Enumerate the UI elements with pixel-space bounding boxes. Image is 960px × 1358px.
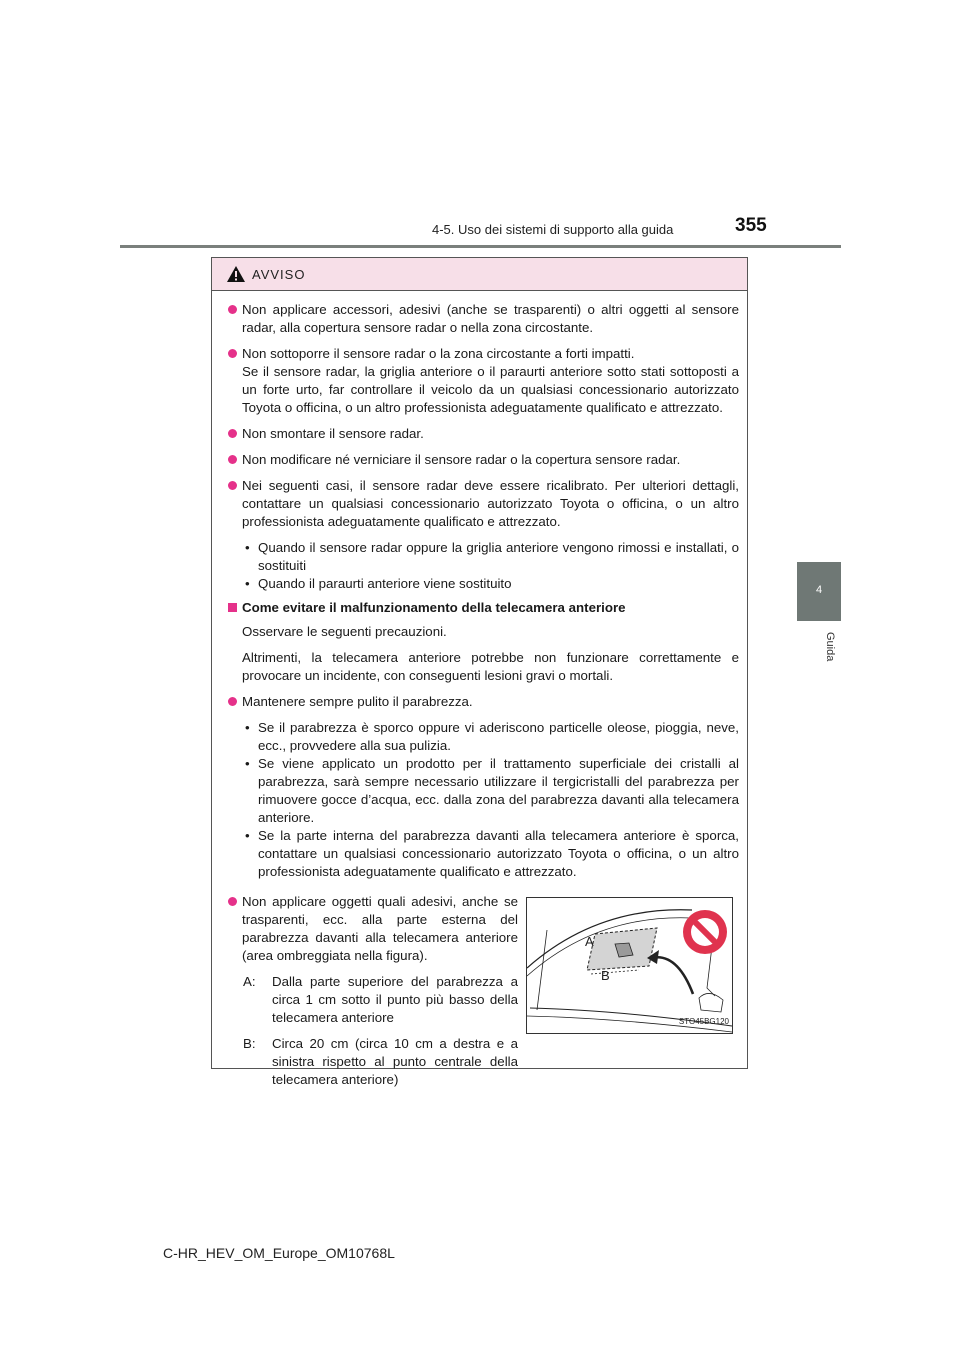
bullet-item [212, 893, 518, 965]
definition-key: A: [243, 974, 256, 989]
bullet-text: Non sottoporre il sensore radar o la zona circostante a forti impatti. Se il sensore radar, la griglia anteriore o il paraurti anteriore sotto stati sottoposti a un forte urto, far controllare il veicolo da un qualsiasi concessionario autorizzato Toyota o officina, o un altro professionista adeguatamente qualificato e attrezzato. [242, 346, 739, 415]
bullet-item [212, 301, 747, 337]
header-rule [120, 245, 841, 248]
list-item-text: Se il parabrezza è sporco oppure vi aderiscono particelle oleose, pioggia, neve, ecc., provvedere alla sua pulizia. [258, 720, 739, 753]
figure-label-b: B [601, 968, 610, 983]
bullet-item [212, 693, 747, 711]
paragraph: Altrimenti, la telecamera anteriore potrebbe non funzionare correttamente e provocare un incidente, con conseguenti lesioni gravi o mortali. [242, 650, 739, 683]
warning-box [211, 257, 748, 1087]
section-title: 4-5. Uso dei sistemi di supporto alla guida [432, 222, 674, 237]
definition-text: Dalla parte superiore del parabrezza a circa 1 cm sotto il punto più basso della telecamera anteriore [272, 974, 518, 1025]
bullet-dot-icon [228, 697, 237, 706]
list-item: • Se la parte interna del parabrezza davanti alla telecamera anteriore è sporca, contattare un qualsiasi concessionario autorizzato Toyota o officina, o un altro professionista adeguatamente qualificato e attrezzato. [245, 828, 739, 879]
warning-header [212, 258, 747, 291]
bullet-text: Non applicare accessori, adesivi (anche se trasparenti) o altri oggetti al sensore radar, alla copertura sensore radar o nella zona circostante. [242, 302, 739, 335]
list-item: • Quando il paraurti anteriore viene sostituito [245, 576, 512, 591]
list-item-text: Se la parte interna del parabrezza davanti alla telecamera anteriore è sporca, contattare un qualsiasi concessionario autorizzato Toyota o officina, o un altro professionista adeguatamente qualificato e attrezzato. [258, 828, 739, 879]
definition-item [212, 973, 518, 1027]
figure-code: STO45BG120 [678, 1017, 729, 1026]
bullet-text: Non applicare oggetti quali adesivi, anche se trasparenti, ecc. alla parte esterna del parabrezza davanti alla telecamera anteriore (area ombreggiata nella figura). [242, 894, 518, 963]
windshield-figure [526, 897, 733, 1034]
bullet-dot-icon [228, 481, 237, 490]
warning-title: AVVISO [252, 266, 306, 282]
warning-triangle-icon [226, 265, 246, 283]
bullet-dot-icon [228, 305, 237, 314]
chapter-tab [797, 562, 841, 621]
list-item: • Se il parabrezza è sporco oppure vi aderiscono particelle oleose, pioggia, neve, ecc., provvedere alla sua pulizia. [245, 720, 739, 753]
page-number: 355 [735, 215, 767, 236]
bullet-item [212, 477, 747, 531]
bullet-dot-icon [228, 429, 237, 438]
bullet-item [212, 425, 747, 443]
figure-row [212, 893, 747, 1093]
bullet-dot-icon [228, 349, 237, 358]
camera-case-list [212, 719, 747, 881]
bullet-text: Nei seguenti casi, il sensore radar deve essere ricalibrato. Per ulteriori dettagli, contattare un qualsiasi concessionario autorizzato Toyota o officina, o un altro professionista adeguatamente qualificato e attrezzato. [242, 478, 739, 529]
bullet-text: Non modificare né verniciare il sensore radar o la copertura sensore radar. [242, 452, 681, 467]
bullet-dot-icon [228, 897, 237, 906]
definition-item [212, 1035, 518, 1089]
bullet-item [212, 345, 747, 417]
bullet-item [212, 451, 747, 469]
list-item-text: Quando il paraurti anteriore viene sostituito [258, 576, 512, 591]
chapter-number: 4 [815, 584, 823, 596]
radar-case-list [212, 539, 747, 593]
bullet-text: Non smontare il sensore radar. [242, 426, 424, 441]
definition-key: B: [243, 1036, 256, 1051]
list-item-text: Se viene applicato un prodotto per il trattamento superficiale dei cristalli al parabrezza, sarà sempre necessario utilizzare il tergicristalli del parabrezza per rimuovere gocce d’acqua, ecc. dalla zona del parabrezza davanti alla telecamera anteriore. [258, 756, 739, 825]
square-bullet-icon [228, 603, 237, 612]
footer-document-code: C-HR_HEV_OM_Europe_OM10768L [163, 1245, 395, 1261]
definition-text: Circa 20 cm (circa 10 cm a destra e a sinistra rispetto al punto centrale della telecamera anteriore) [272, 1036, 518, 1087]
paragraph: Osservare le seguenti precauzioni. [242, 624, 447, 639]
figure-text [212, 893, 518, 1097]
bullet-dot-icon [228, 455, 237, 464]
list-item: • Se viene applicato un prodotto per il trattamento superficiale dei cristalli al parabrezza, sarà sempre necessario utilizzare il tergicristalli del parabrezza per rimuovere gocce d’acqua, ecc. dalla zona del parabrezza davanti alla telecamera anteriore. [245, 756, 739, 825]
figure-label-a: A [585, 934, 594, 949]
chapter-label: Guida [824, 632, 836, 662]
list-item-text: Quando il sensore radar oppure la griglia anteriore vengono rimossi e installati, o sostituiti [258, 540, 739, 573]
section-heading [212, 599, 747, 617]
warning-body [212, 291, 747, 1093]
list-item: • Quando il sensore radar oppure la griglia anteriore vengono rimossi e installati, o sostituiti [245, 540, 739, 573]
bullet-text: Mantenere sempre pulito il parabrezza. [242, 694, 473, 709]
section-heading-text: Come evitare il malfunzionamento della telecamera anteriore [242, 600, 626, 615]
